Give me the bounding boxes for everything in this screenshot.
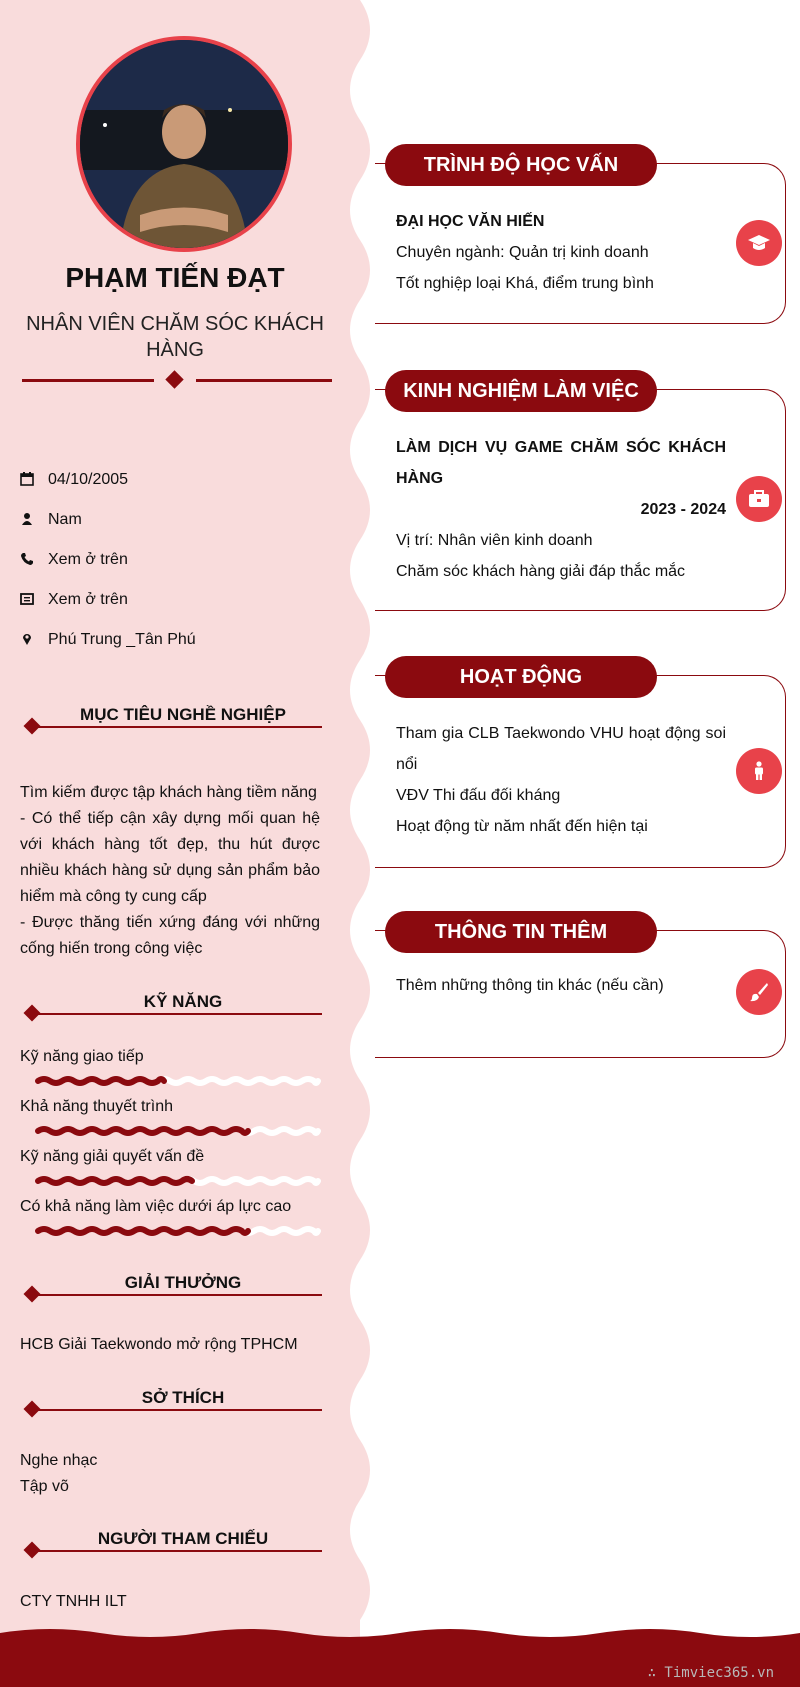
experience-company: LÀM DỊCH VỤ GAME CHĂM SÓC KHÁCH HÀNG <box>396 439 726 487</box>
activities-heading: HOẠT ĐỘNG <box>385 656 657 698</box>
objective-line: Tìm kiếm được tập khách hàng tiềm năng <box>20 784 317 801</box>
skill-bar <box>34 1124 324 1138</box>
experience-content <box>396 432 726 587</box>
activity-line: VĐV Thi đấu đối kháng <box>396 787 561 804</box>
location-icon <box>20 632 48 649</box>
skill-bar-fill <box>38 1229 248 1233</box>
skill-name: Kỹ năng giải quyết vấn đề <box>20 1148 205 1165</box>
skill-name: Khả năng thuyết trình <box>20 1098 173 1115</box>
references-heading <box>20 1529 322 1559</box>
title-divider <box>22 370 332 390</box>
job-title: NHÂN VIÊN CHĂM SÓC KHÁCH HÀNG <box>26 313 324 361</box>
hobbies-heading <box>20 1388 322 1418</box>
activity-line: Hoạt động từ năm nhất đến hiện tại <box>396 818 648 835</box>
education-school: ĐẠI HỌC VĂN HIẾN <box>396 213 545 230</box>
skill-bar-fill <box>38 1129 248 1133</box>
contact-email-value[interactable]: Xem ở trên <box>48 591 128 608</box>
phone-icon <box>20 552 48 569</box>
skills-heading <box>20 992 322 1022</box>
footer-brand[interactable]: ∴ Timviec365.vn <box>647 1665 774 1681</box>
profile-photo <box>76 36 292 252</box>
contact-phone <box>20 540 320 580</box>
contact-list <box>20 460 320 660</box>
activity-line: Tham gia CLB Taekwondo VHU hoạt động soi nổi <box>396 725 726 773</box>
email-icon <box>20 592 48 609</box>
brush-icon <box>736 969 782 1015</box>
contact-address <box>20 620 320 660</box>
objective-heading <box>20 705 322 735</box>
additional-heading: THÔNG TIN THÊM <box>385 911 657 953</box>
awards-heading-label: GIẢI THƯỞNG <box>124 1273 242 1292</box>
contact-gender <box>20 500 320 540</box>
skill-bar <box>34 1074 324 1088</box>
contact-phone-value[interactable]: Xem ở trên <box>48 551 128 568</box>
skill-bar-fill <box>38 1179 192 1183</box>
contact-birthday-value: 04/10/2005 <box>48 471 129 488</box>
experience-heading: KINH NGHIỆM LÀM VIỆC <box>385 370 657 412</box>
objective-heading-label: MỤC TIÊU NGHỀ NGHIỆP <box>80 705 286 724</box>
briefcase-icon <box>736 476 782 522</box>
hobby-item: Tập võ <box>20 1478 69 1495</box>
experience-position: Vị trí: Nhân viên kinh doanh <box>396 532 593 549</box>
skill-name: Có khả năng làm việc dưới áp lực cao <box>20 1198 292 1215</box>
contact-birthday <box>20 460 320 500</box>
gender-icon <box>20 512 48 529</box>
objective-line: - Có thể tiếp cận xây dựng mối quan hệ với khách hàng tốt đẹp, thu hút được nhiều khách hàng sử dụng sản phẩm bảo hiểm mà công ty cung cấp <box>20 810 320 905</box>
additional-text: Thêm những thông tin khác (nếu cần) <box>396 977 664 994</box>
hobby-item: Nghe nhạc <box>20 1452 98 1469</box>
calendar-icon <box>20 472 48 489</box>
skill-bar-fill <box>38 1079 164 1083</box>
candidate-name: PHẠM TIẾN ĐẠT <box>65 262 285 293</box>
objective-text <box>20 780 320 962</box>
hobbies-heading-label: SỞ THÍCH <box>141 1388 225 1407</box>
awards-text: HCB Giải Taekwondo mở rộng TPHCM <box>20 1336 298 1353</box>
person-icon <box>736 748 782 794</box>
education-major: Chuyên ngành: Quản trị kinh doanh <box>396 244 649 261</box>
skill-bar <box>34 1174 324 1188</box>
education-heading: TRÌNH ĐỘ HỌC VẤN <box>385 144 657 186</box>
references-text: CTY TNHH ILT <box>20 1593 127 1610</box>
experience-period: 2023 - 2024 <box>640 501 726 518</box>
education-result: Tốt nghiệp loại Khá, điểm trung bình <box>396 275 654 292</box>
contact-gender-value: Nam <box>48 511 82 528</box>
awards-heading <box>20 1273 322 1303</box>
contact-address-value: Phú Trung _Tân Phú <box>48 631 196 648</box>
objective-line: - Được thăng tiến xứng đáng với những cống hiến trong công việc <box>20 914 320 957</box>
graduation-cap-icon <box>736 220 782 266</box>
experience-description: Chăm sóc khách hàng giải đáp thắc mắc <box>396 563 686 580</box>
hobbies-list <box>20 1448 97 1500</box>
contact-email <box>20 580 320 620</box>
references-heading-label: NGƯỜI THAM CHIẾU <box>97 1529 269 1548</box>
activities-content <box>396 718 726 842</box>
education-content <box>396 206 726 299</box>
skill-bar <box>34 1224 324 1238</box>
additional-content <box>396 970 726 1001</box>
skills-heading-label: KỸ NĂNG <box>143 992 223 1011</box>
skill-name: Kỹ năng giao tiếp <box>20 1048 144 1065</box>
